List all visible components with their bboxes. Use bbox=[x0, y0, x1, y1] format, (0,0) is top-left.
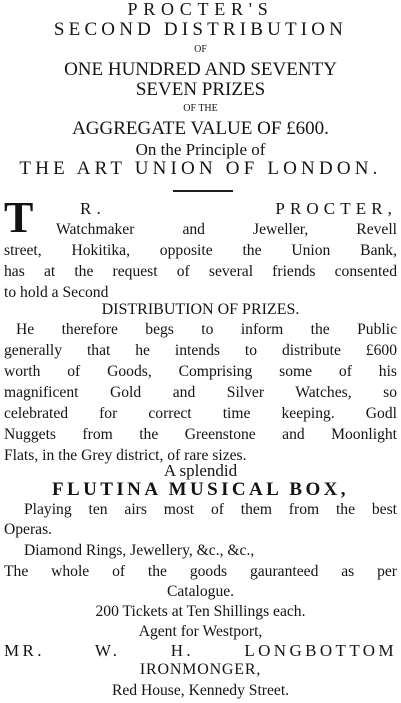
body-line: Nuggets from the Greenstone and Moonlight bbox=[4, 426, 397, 443]
body-line: generally that he intends to distribute £600 bbox=[4, 342, 397, 359]
divider-rule bbox=[173, 190, 233, 192]
body-line: magnificent Gold and Silver Watches, so bbox=[4, 384, 397, 401]
a-splendid: A splendid bbox=[163, 461, 238, 480]
flutina-line: Operas. bbox=[4, 521, 53, 538]
headline-art-union: THE ART UNION OF LONDON. bbox=[19, 158, 382, 179]
extras-line: The whole of the goods gauranteed as per bbox=[4, 563, 397, 580]
agent-trade: IRONMONGER, bbox=[139, 661, 262, 678]
subheading-distribution: DISTRIBUTION OF PRIZES. bbox=[101, 301, 300, 318]
announcement-line: Watchmaker and Jeweller, Revell bbox=[56, 221, 397, 238]
body-line: He therefore begs to inform the Public bbox=[16, 321, 397, 338]
headline-second-distribution: SECOND DISTRIBUTION bbox=[53, 19, 348, 40]
headline-of-the: OF THE bbox=[183, 103, 218, 114]
headline-name: PROCTER'S bbox=[127, 0, 274, 19]
agent-name: MR. W. H. LONGBOTTOM bbox=[4, 641, 397, 660]
announcement-line: street, Hokitika, opposite the Union Bank, bbox=[4, 242, 397, 259]
tickets-line: 200 Tickets at Ten Shillings each. bbox=[95, 603, 306, 620]
drop-cap: T bbox=[4, 193, 34, 242]
flutina-title: FLUTINA MUSICAL BOX, bbox=[52, 479, 349, 500]
announcement-opening: R. PROCTER, bbox=[80, 199, 397, 218]
body-line: worth of Goods, Comprising some of his bbox=[4, 363, 397, 380]
extras-line: Diamond Rings, Jewellery, &c., &c., bbox=[24, 542, 255, 559]
headline-seven-prizes: SEVEN PRIZES bbox=[135, 79, 266, 100]
flutina-line: Playing ten airs most of them from the best bbox=[24, 501, 397, 518]
headline-principle: On the Principle of bbox=[135, 140, 266, 159]
headline-of: OF bbox=[194, 44, 207, 55]
headline-aggregate-value: AGGREGATE VALUE OF £600. bbox=[72, 118, 329, 139]
agent-address: Red House, Kennedy Street. bbox=[111, 682, 290, 699]
headline-one-hundred-seventy: ONE HUNDRED AND SEVENTY bbox=[64, 59, 337, 80]
announcement-line: has at the request of several friends consented bbox=[4, 263, 397, 280]
body-line: celebrated for correct time keeping. Godl bbox=[4, 405, 397, 422]
extras-line: Catalogue. bbox=[166, 583, 235, 600]
announcement-line: to hold a Second bbox=[4, 284, 109, 301]
agent-label: Agent for Westport, bbox=[138, 623, 263, 640]
body-line: Flats, in the Grey district, of rare sizes. bbox=[4, 447, 247, 464]
